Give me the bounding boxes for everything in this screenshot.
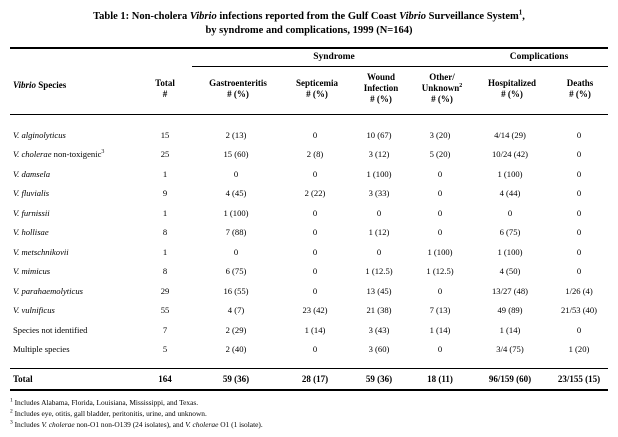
cell-wound-infection: 3 (60) (368, 344, 390, 355)
cell-septicemia: 23 (42) (302, 305, 328, 316)
total-label: Total (13, 374, 33, 384)
cell-other-unknown: 1 (100) (427, 246, 453, 257)
footnote-2: $^2$ Includes eye, otitis, gall bladder, peritonitis, urine, and unknown. (10, 408, 207, 418)
header-species: Vibrio Species (13, 80, 67, 90)
cell-wound-infection: 3 (43) (368, 324, 390, 335)
cell-other-unknown: 7 (13) (429, 305, 451, 316)
cell-species: V. damsela (13, 168, 51, 179)
table-row (10, 125, 608, 145)
cell-species: Species not identified (13, 324, 88, 335)
cell-other-unknown: 0 (437, 168, 443, 179)
table-row (10, 184, 608, 204)
header-total: Total # (155, 78, 175, 99)
cell-hospitalized: 13/27 (48) (491, 285, 529, 296)
table-row (10, 223, 608, 243)
cell-hospitalized: 10/24 (42) (491, 149, 529, 160)
cell-species: V. parahaemolyticus (13, 285, 84, 296)
cell-wound-infection: 3 (12) (368, 149, 390, 160)
cell-total: 1 (162, 168, 168, 179)
cell-septicemia: 1 (14) (304, 324, 326, 335)
table-row (10, 242, 608, 262)
cell-total: 9 (162, 188, 168, 199)
cell-other-unknown: 5 (20) (429, 149, 451, 160)
cell-gastroenteritis: 16 (55) (223, 285, 249, 296)
cell-deaths: 1 (20) (568, 344, 590, 355)
cell-species: V. mimicus (13, 266, 51, 277)
cell-wound-infection: 13 (45) (366, 285, 392, 296)
cell-gastroenteritis: 0 (233, 168, 239, 179)
cell-total: 1 (162, 207, 168, 218)
cell-other-unknown: 0 (437, 344, 443, 355)
cell-deaths: 0 (576, 227, 582, 238)
cell-wound-infection: 3 (33) (368, 188, 390, 199)
cell-deaths: 1/26 (4) (565, 285, 593, 296)
cell-deaths: 0 (576, 266, 582, 277)
group-syndrome: Syndrome (313, 52, 355, 62)
total-gastroenteritis: 59 (36) (222, 374, 250, 384)
cell-gastroenteritis: 4 (7) (227, 305, 245, 316)
footnotes (10, 397, 263, 430)
cell-wound-infection: 1 (100) (366, 168, 392, 179)
top-rule (10, 47, 608, 49)
cell-septicemia: 0 (312, 266, 318, 277)
cell-gastroenteritis: 2 (29) (225, 324, 247, 335)
cell-gastroenteritis: 15 (60) (223, 149, 249, 160)
cell-species: Multiple species (13, 344, 70, 355)
cell-other-unknown: 1 (14) (429, 324, 451, 335)
table-row (10, 262, 608, 282)
header-gastroenteritis: Gastroenteritis # (%) (209, 78, 267, 99)
cell-wound-infection: 0 (376, 246, 382, 257)
cell-hospitalized: 1 (100) (497, 246, 523, 257)
cell-wound-infection: 10 (67) (366, 129, 392, 140)
cell-hospitalized: 4 (44) (499, 188, 521, 199)
syndrome-underline (192, 66, 478, 67)
cell-gastroenteritis: 1 (100) (223, 207, 249, 218)
cell-hospitalized: 4/14 (29) (494, 129, 526, 140)
table-row (10, 301, 608, 321)
cell-hospitalized: 6 (75) (499, 227, 521, 238)
cell-hospitalized: 0 (507, 207, 513, 218)
cell-total: 1 (162, 246, 168, 257)
complications-underline (472, 66, 608, 67)
cell-total: 25 (160, 149, 170, 160)
header-rule (10, 114, 608, 115)
table-row (10, 281, 608, 301)
cell-wound-infection: 1 (12.5) (365, 266, 393, 277)
cell-total: 29 (160, 285, 170, 296)
cell-hospitalized: 3/4 (75) (496, 344, 524, 355)
cell-septicemia: 0 (312, 227, 318, 238)
cell-species: V. cholerae non-toxigenic$^3$ (13, 149, 105, 160)
cell-total: 8 (162, 266, 168, 277)
cell-species: V. alginolyticus (13, 129, 66, 140)
total-deaths: 23/155 (15) (557, 374, 601, 384)
cell-deaths: 0 (576, 129, 582, 140)
cell-other-unknown: 0 (437, 188, 443, 199)
total-rule (10, 368, 608, 369)
cell-deaths: 21/53 (40) (560, 305, 598, 316)
cell-deaths: 0 (576, 168, 582, 179)
cell-septicemia: 2 (22) (304, 188, 326, 199)
cell-septicemia: 0 (312, 168, 318, 179)
cell-gastroenteritis: 4 (45) (225, 188, 247, 199)
group-complications: Complications (509, 52, 569, 62)
cell-species: V. fluvialis (13, 188, 50, 199)
table-row (10, 320, 608, 340)
cell-total: 7 (162, 324, 168, 335)
table-row (10, 340, 608, 360)
cell-deaths: 0 (576, 207, 582, 218)
cell-gastroenteritis: 7 (88) (225, 227, 247, 238)
cell-deaths: 0 (576, 246, 582, 257)
cell-other-unknown: 0 (437, 285, 443, 296)
cell-gastroenteritis: 6 (75) (225, 266, 247, 277)
cell-other-unknown: 1 (12.5) (426, 266, 454, 277)
cell-hospitalized: 1 (100) (497, 168, 523, 179)
total-septicemia: 28 (17) (301, 374, 329, 384)
header-other-unknown: Other/ Unknown$^2$ # (%) (421, 72, 463, 104)
cell-other-unknown: 3 (20) (429, 129, 451, 140)
cell-gastroenteritis: 2 (13) (225, 129, 247, 140)
cell-hospitalized: 49 (89) (497, 305, 523, 316)
cell-septicemia: 0 (312, 246, 318, 257)
table-row (10, 164, 608, 184)
cell-deaths: 0 (576, 188, 582, 199)
table-title (0, 10, 618, 38)
cell-wound-infection: 0 (376, 207, 382, 218)
total-row (10, 370, 608, 388)
cell-septicemia: 2 (8) (306, 149, 324, 160)
cell-species: V. metschnikovii (13, 246, 69, 257)
cell-hospitalized: 1 (14) (499, 324, 521, 335)
cell-total: 8 (162, 227, 168, 238)
cell-deaths: 0 (576, 324, 582, 335)
cell-septicemia: 0 (312, 207, 318, 218)
total-count: 164 (158, 374, 172, 384)
cell-wound-infection: 21 (38) (366, 305, 392, 316)
header-wound-infection: Wound Infection # (%) (363, 72, 399, 104)
cell-gastroenteritis: 0 (233, 246, 239, 257)
data-table-body (10, 125, 608, 359)
total-wound-infection: 59 (36) (365, 374, 393, 384)
cell-total: 5 (162, 344, 168, 355)
footnote-1: $^1$ Includes Alabama, Florida, Louisiana, Mississippi, and Texas. (10, 397, 199, 407)
cell-species: V. hollisae (13, 227, 49, 238)
total-other-unknown: 18 (11) (427, 374, 453, 384)
cell-total: 15 (160, 129, 170, 140)
footnote-3: $^3$ Includes V. cholerae non-O1 non-O139 (24 isolates), and V. cholerae O1 (1 isolate). (10, 419, 263, 429)
title-line-1: Table 1: Non-cholera Vibrio infections reported from the Gulf Coast Vibrio Surveillance System$^1$, (93, 8, 525, 22)
cell-deaths: 0 (576, 149, 582, 160)
cell-gastroenteritis: 2 (40) (225, 344, 247, 355)
bottom-rule (10, 389, 608, 391)
cell-septicemia: 0 (312, 129, 318, 140)
cell-species: V. furnissii (13, 207, 50, 218)
cell-other-unknown: 0 (437, 227, 443, 238)
cell-hospitalized: 4 (50) (499, 266, 521, 277)
cell-wound-infection: 1 (12) (368, 227, 390, 238)
cell-total: 55 (160, 305, 170, 316)
header-hospitalized: Hospitalized # (%) (487, 78, 536, 99)
data-table (10, 125, 608, 359)
table-row (10, 145, 608, 165)
title-line-2: by syndrome and complications, 1999 (N=164) (205, 25, 413, 36)
table-row (10, 203, 608, 223)
header-septicemia: Septicemia # (%) (296, 78, 338, 99)
header-deaths: Deaths # (%) (566, 78, 594, 99)
cell-other-unknown: 0 (437, 207, 443, 218)
cell-septicemia: 0 (312, 344, 318, 355)
total-hospitalized: 96/159 (60) (488, 374, 532, 384)
cell-septicemia: 0 (312, 285, 318, 296)
cell-species: V. vulnificus (13, 305, 55, 316)
